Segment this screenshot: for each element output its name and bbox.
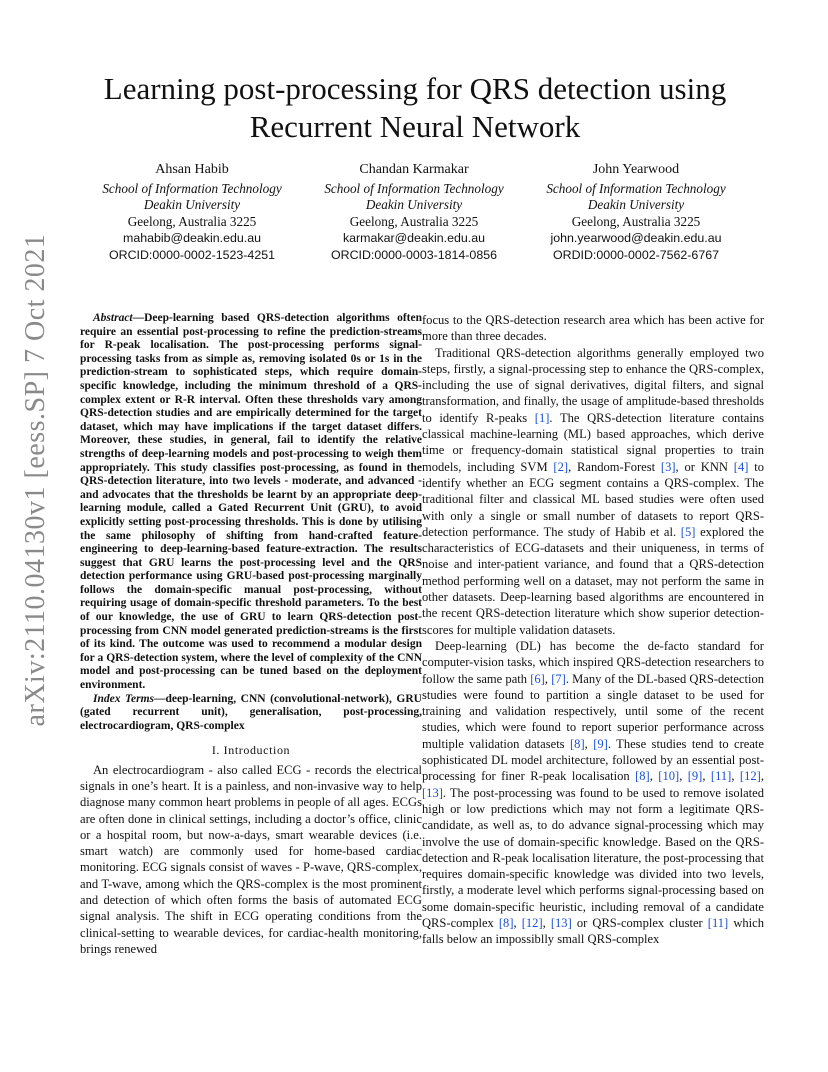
author-school: School of Information Technology (546, 180, 726, 196)
section-heading-introduction: I. Introduction (211, 743, 291, 758)
citation-link[interactable]: [9] (687, 769, 703, 784)
author-block-3 (506, 162, 766, 263)
author-block-1 (62, 162, 322, 263)
citation-link[interactable]: [6] (530, 671, 545, 686)
right-column (422, 312, 764, 948)
author-university: Deakin University (143, 197, 241, 212)
author-university: Deakin University (587, 197, 685, 212)
title-line-1: Learning post-processing for QRS detection using (103, 71, 727, 106)
left-column (80, 312, 422, 957)
abstract-text: —Deep-learning based QRS-detection algorithms often require an essential post-processing to refine the prediction-streams for R-peak localisation. The post-processing performs signal-processing tasks from as simple as, removing isolated 0s or 1s in the prediction-stream to sophisticated steps, which require domain-specific knowledge, including the minimum threshold of a QRS-complex extent or R-R interval. Often these thresholds vary among QRS-detection studies and are empirically determined for the target dataset, which may have implications if the target dataset differs. Moreover, these studies, in general, fail to identify the relative strengths of deep-learning models and post-processing to weigh them appropriately. This study classifies post-processing, as found in the QRS-detection literature, into two levels - moderate, and advanced - and advocates that the thresholds be learnt by an appropriate deep-learning module, called a Gated Recurrent Unit (GRU), to avoid explicitly setting post-processing thresholds. This is done by utilising the same philosophy of shifting from hand-crafted feature-engineering to deep-learning-based feature-extraction. The results suggest that GRU learns the post-processing level and the QRS detection performance using GRU-based post-processing marginally follows the domain-specific manual post-processing, without requiring usage of domain-specific threshold parameters. To the best of our knowledge, the use of GRU to learn QRS-detection post-processing from CNN model generated prediction-streams is the first of its kind. The outcome was used to recommend a modular design for a QRS-detection system, where the level of complexity of the CNN model and post-processing can be tuned based on the deployment environment. (80, 312, 422, 692)
citation-link[interactable]: [12] (521, 915, 543, 930)
author-name: Ahsan Habib (155, 162, 229, 177)
right-para-traditional: Traditional QRS-detection algorithms generally employed two steps, firstly, a signal-processing step to enhance the QRS-complex, including the use of signal derivatives, digital filters, and signal transformation, and finally, the usage of amplitude-based thresholds to identify R-peaks [1]. The QRS-detection literature contains classical machine-learning (ML) based approaches, which derive time or frequency-domain statistical signal properties to train models, including SVM [2], Random-Forest [3], or KNN [4] to identify whether an ECG segment contains a QRS-complex. The traditional filter and classical ML based studies were often used with only a single or small number of datasets to report QRS-detection performance. The study of Habib et al. [5] explored the characteristics of ECG-datasets and their uniqueness, in terms of noise and inter-patient variance, and found that a QRS-detection method performing well on a dataset, may not perform the same in other datasets. Deep-learning based algorithms are encountered in the recent QRS-detection literature which show superior detection-scores for multiple validation datasets. (422, 345, 765, 637)
citation-link[interactable]: [8] (570, 736, 585, 751)
citation-link[interactable]: [5] (680, 524, 696, 539)
right-para-continued: focus to the QRS-detection research area which has been active for more than three decades. (422, 313, 764, 344)
author-school: School of Information Technology (324, 180, 504, 196)
citation-link[interactable]: [1] (534, 410, 550, 425)
author-location: Geelong, Australia 3225 (571, 213, 701, 229)
citation-link[interactable]: [10] (658, 769, 680, 784)
citation-link[interactable]: [11] (710, 769, 732, 784)
citation-link[interactable]: [7] (551, 671, 566, 686)
author-name: Chandan Karmakar (359, 162, 469, 177)
citation-link[interactable]: [3] (660, 459, 676, 474)
author-location: Geelong, Australia 3225 (127, 213, 257, 229)
arxiv-sidebar (16, 233, 56, 727)
author-block-2 (284, 162, 544, 263)
author-orcid: ORDID:0000-0002-7562-6767 (552, 247, 719, 262)
citation-link[interactable]: [8] (635, 769, 650, 784)
citation-link[interactable]: [13] (422, 785, 443, 800)
author-school: School of Information Technology (102, 180, 282, 196)
abstract (80, 312, 422, 733)
citation-link[interactable]: [2] (553, 459, 569, 474)
author-location: Geelong, Australia 3225 (349, 213, 479, 229)
author-name: John Yearwood (592, 162, 680, 177)
author-email: john.yearwood@deakin.edu.au (550, 231, 722, 245)
author-orcid: ORCID:0000-0002-1523-4251 (108, 247, 275, 262)
author-email: mahabib@deakin.edu.au (123, 231, 261, 245)
index-terms-text: —deep-learning, CNN (convolutional-network), GRU (gated recurrent unit), generalisation, post-processing, electrocardiogram, QRS-complex (80, 692, 422, 732)
arxiv-identifier: arXiv:2110.04130v1 [eess.SP] 7 Oct 2021 (20, 233, 51, 727)
title-line-2: Recurrent Neural Network (249, 109, 581, 144)
citation-link[interactable]: [13] (550, 915, 572, 930)
intro-paragraph: An electrocardiogram - also called ECG - records the electrical signals in one’s heart. It is a painless, and non-invasive way to help diagnose many common heart problems in people of all ages. ECGs are often done in clinical settings, including a doctor’s office, clinic or a hospital room, but now-a-days, smart wearable devices (i.e. smart watch) are commonly used for home-based cardiac monitoring. ECG signals consist of waves - P-wave, QRS-complex, and T-wave, among which the QRS-complex is the most prominent and detection of which often forms the basis of automated ECG signal analysis. The shift in ECG operating conditions from the clinical-setting to wearable devices, for cardiac-health monitoring, brings renewed (80, 762, 422, 956)
abstract-label: Abstract (93, 312, 133, 324)
author-university: Deakin University (365, 197, 463, 212)
author-orcid: ORCID:0000-0003-1814-0856 (330, 247, 497, 262)
citation-link[interactable]: [8] (498, 915, 514, 930)
paper-title (60, 70, 770, 146)
citation-link[interactable]: [9] (593, 736, 608, 751)
right-para-deep-learning: Deep-learning (DL) has become the de-facto standard for computer-vision tasks, which inspired QRS-detection researchers to follow the same path [6], [7]. Many of the DL-based QRS-detection studies were found to partition a single dataset to be used for training and validation respectively, until some of the recent studies, which were found to report superior performance across multiple validation datasets [8], [9]. These studies tend to create sophisticated DL model architecture, followed by an essential post-processing for finer R-peak localisation [8], [10], [9], [11], [12], [13]. The post-processing was found to be used to remove isolated high or low predictions which may not form a legitimate QRS-candidate, as well as, to do advance signal-processing which may involve the use of domain-specific knowledge. Based on the QRS-detection and R-peak localisation literature, the post-processing that requires domain-specific knowledge was divided into two levels, firstly, a moderate level which performs signal-processing based on some domain-specific heuristic, including removal of a candidate QRS-complex [8], [12], [13] or QRS-complex cluster [11] which falls below an impossiblly small QRS-complex (422, 638, 764, 947)
citation-link[interactable]: [4] (733, 459, 749, 474)
citation-link[interactable]: [12] (739, 769, 761, 784)
author-email: karmakar@deakin.edu.au (342, 231, 486, 245)
index-terms-label: Index Terms (93, 692, 155, 705)
citation-link[interactable]: [11] (707, 915, 729, 930)
